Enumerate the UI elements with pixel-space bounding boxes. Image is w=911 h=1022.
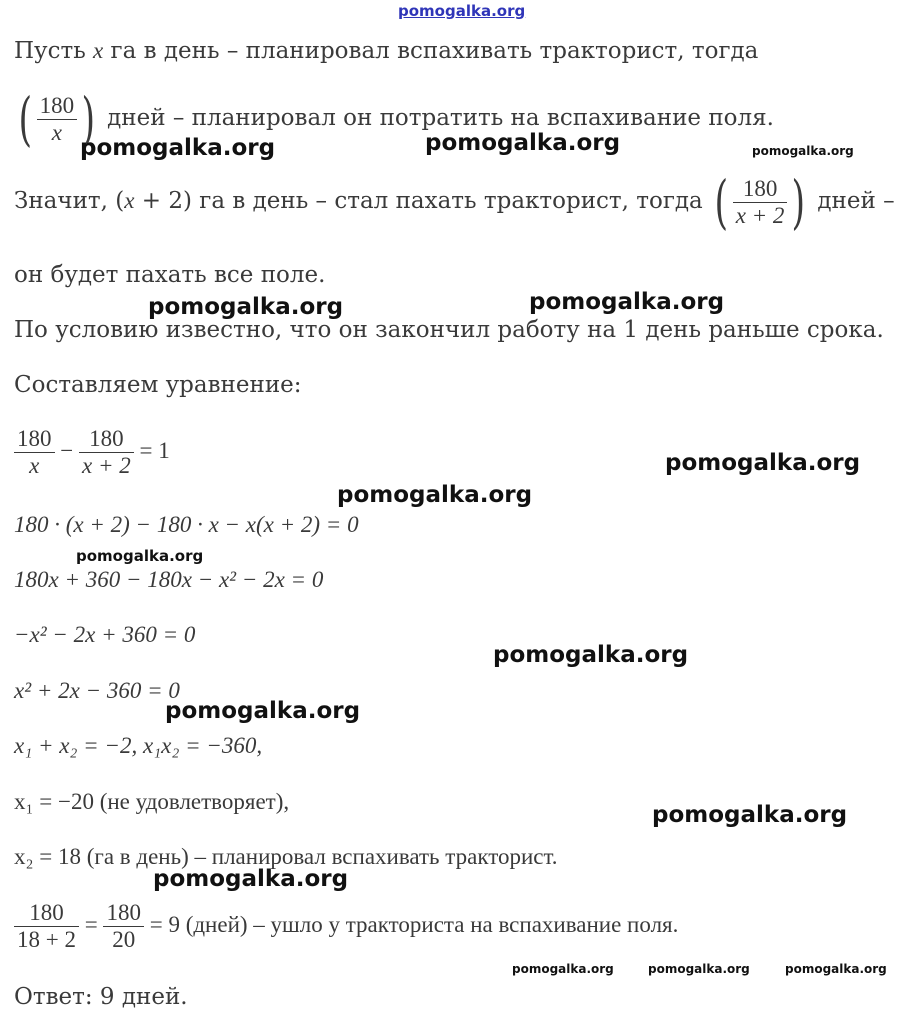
text-fragment: дней – планировал он потратить на вспахивание поля. bbox=[99, 105, 774, 131]
equation-9 bbox=[14, 900, 678, 953]
fraction-numerator: 180 bbox=[89, 426, 124, 451]
fraction-numerator: 180 bbox=[17, 426, 52, 451]
text-fragment: = 9 (дней) – ушло у тракториста на вспахивание поля. bbox=[143, 911, 679, 937]
fraction-180-over-18-plus-2 bbox=[14, 900, 79, 953]
text-fragment: дней – bbox=[810, 188, 895, 214]
paren-left: ( bbox=[18, 85, 33, 153]
watermark-top[interactable]: pomogalka.org bbox=[398, 2, 526, 20]
text-line-6: Составляем уравнение: bbox=[14, 372, 302, 398]
equation-5: x² + 2x − 360 = 0 bbox=[14, 678, 180, 703]
minus-sign: − bbox=[54, 437, 79, 463]
fraction-180-over-x-plus-2 bbox=[79, 426, 134, 479]
text-line-3 bbox=[14, 168, 895, 236]
fraction-numerator: 180 bbox=[39, 92, 75, 118]
watermark: pomogalka.org bbox=[652, 802, 848, 828]
watermark: pomogalka.org bbox=[148, 294, 344, 320]
paren-right: ) bbox=[81, 85, 96, 153]
equals-sign: = bbox=[78, 911, 104, 937]
watermark: pomogalka.org bbox=[512, 962, 614, 976]
text-fragment: + 2) га в день – стал пахать тракторист, тогда bbox=[134, 188, 711, 214]
equation-4: −x² − 2x + 360 = 0 bbox=[14, 622, 196, 647]
text-fragment: га в день – планировал вспахивать тракторист, тогда bbox=[103, 38, 759, 64]
fraction-denominator: 18 + 2 bbox=[14, 926, 79, 953]
fraction-denominator: x + 2 bbox=[733, 202, 788, 229]
fraction-numerator: 180 bbox=[29, 900, 64, 925]
paren-right: ) bbox=[791, 168, 806, 236]
watermark: pomogalka.org bbox=[665, 450, 861, 476]
watermark: pomogalka.org bbox=[165, 698, 361, 724]
watermark: pomogalka.org bbox=[425, 130, 621, 156]
watermark: pomogalka.org bbox=[785, 962, 887, 976]
equation-2: 180 · (x + 2) − 180 · x − x(x + 2) = 0 bbox=[14, 512, 359, 537]
equation-6: x₁ + x₂ = −2, x₁x₂ = −360, bbox=[14, 733, 263, 758]
fraction-numerator: 180 bbox=[106, 900, 141, 925]
fraction-denominator: x + 2 bbox=[79, 452, 134, 479]
equation-8: x₂ = 18 (га в день) – планировал вспахивать тракторист. bbox=[14, 844, 558, 869]
text-line-5: По условию известно, что он закончил работу на 1 день раньше срока. bbox=[14, 317, 884, 343]
variable-x: x bbox=[124, 188, 135, 213]
fraction-denominator: x bbox=[37, 119, 78, 146]
equation-7: x₁ = −20 (не удовлетворяет), bbox=[14, 789, 290, 814]
text-line-1 bbox=[14, 36, 758, 66]
watermark: pomogalka.org bbox=[752, 144, 854, 158]
text-line-4: он будет пахать все поле. bbox=[14, 262, 326, 288]
equation-3: 180x + 360 − 180x − x² − 2x = 0 bbox=[14, 567, 324, 592]
fraction-denominator: x bbox=[14, 452, 55, 479]
watermark: pomogalka.org bbox=[153, 866, 349, 892]
variable-x: x bbox=[93, 38, 104, 63]
text-fragment: = 1 bbox=[133, 437, 170, 463]
watermark: pomogalka.org bbox=[76, 547, 204, 565]
watermark: pomogalka.org bbox=[648, 962, 750, 976]
fraction-180-over-x bbox=[37, 93, 78, 146]
answer-line: Ответ: 9 дней. bbox=[14, 984, 188, 1010]
paren-left: ( bbox=[714, 168, 729, 236]
fraction-numerator: 180 bbox=[742, 175, 778, 201]
fraction-180-over-20 bbox=[103, 900, 144, 953]
watermark: pomogalka.org bbox=[529, 289, 725, 315]
text-fragment: Пусть bbox=[14, 38, 94, 64]
fraction-denominator: 20 bbox=[103, 926, 144, 953]
watermark: pomogalka.org bbox=[337, 482, 533, 508]
equation-1 bbox=[14, 426, 170, 479]
fraction-180-over-x bbox=[14, 426, 55, 479]
watermark: pomogalka.org bbox=[80, 135, 276, 161]
text-fragment: Значит, ( bbox=[14, 188, 125, 214]
fraction-180-over-x-plus-2 bbox=[733, 176, 788, 229]
watermark: pomogalka.org bbox=[493, 642, 689, 668]
